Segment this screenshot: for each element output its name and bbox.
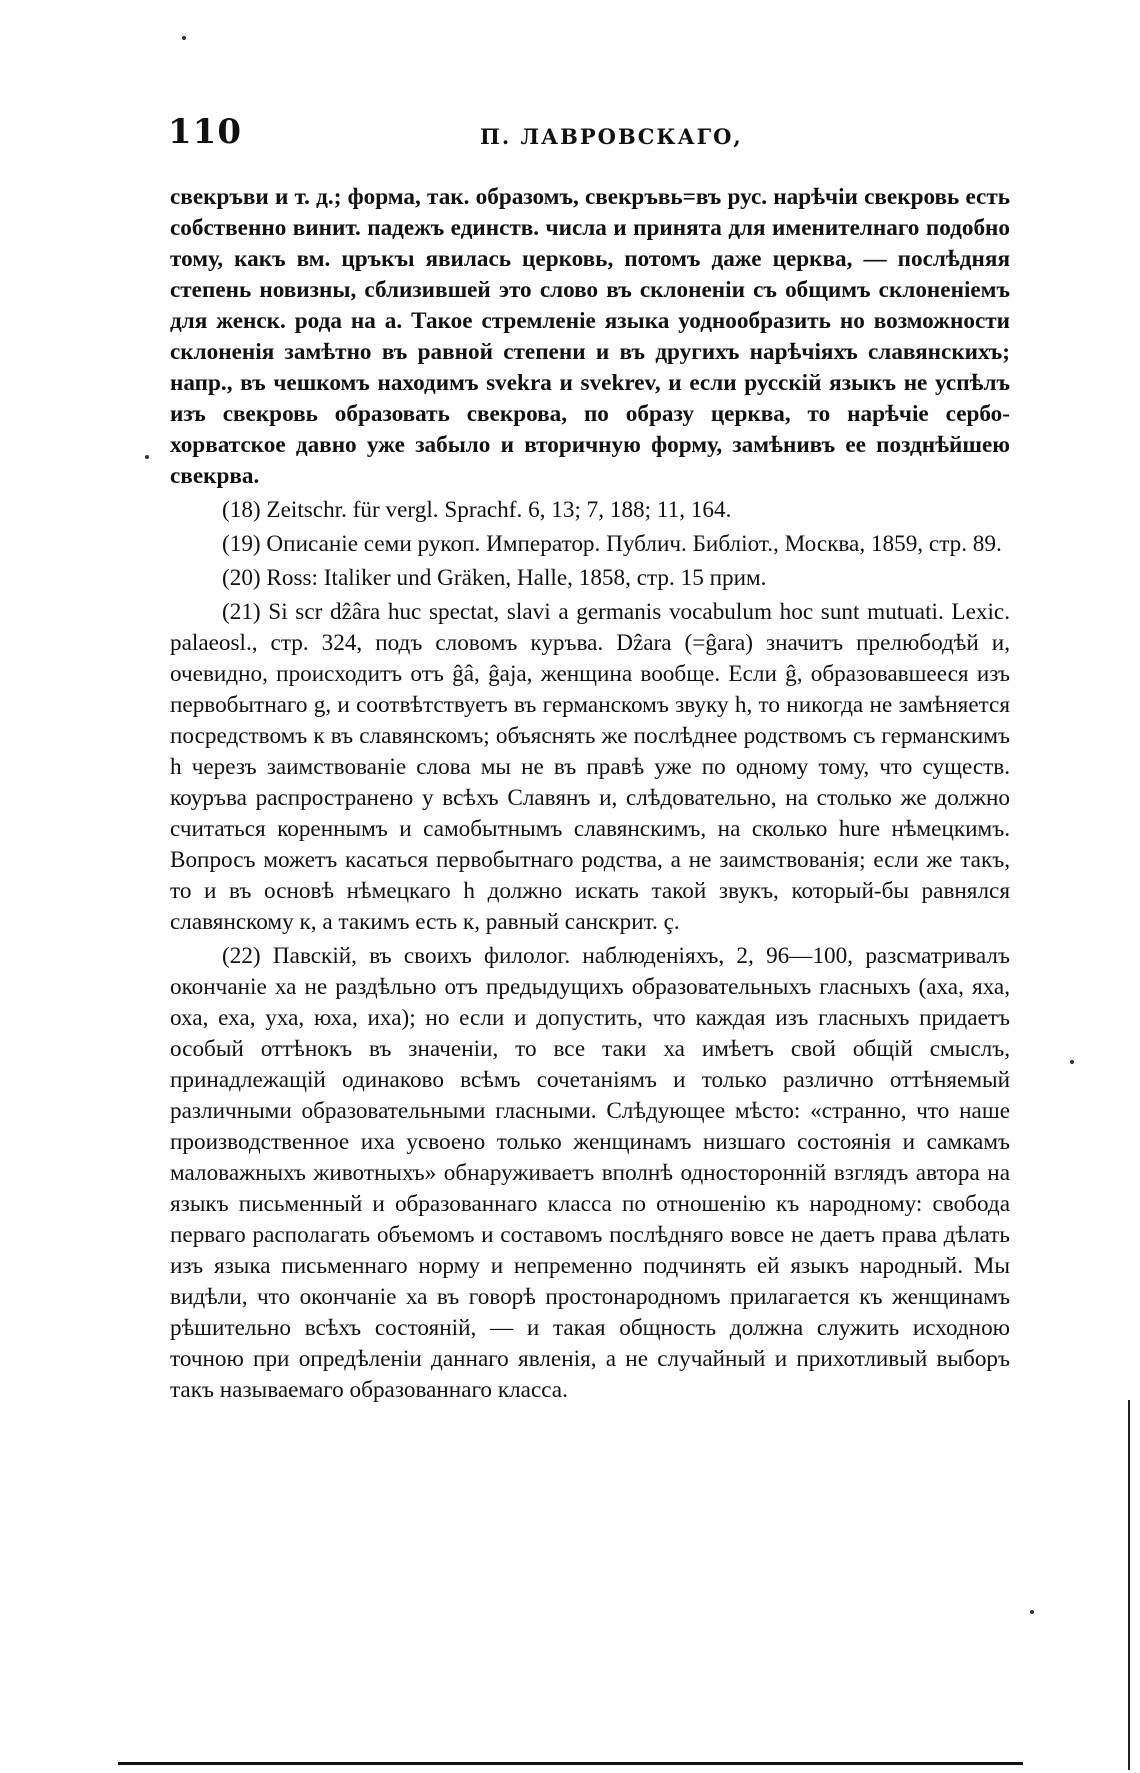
footnote-20: (20) Ross: Italiker und Gräken, Halle, 1858, стр. 15 прим. (222, 565, 767, 591)
scan-speck (1030, 1610, 1034, 1614)
scan-speck (1070, 1060, 1074, 1064)
page-text (170, 182, 1010, 1406)
bottom-rule (118, 1762, 1023, 1765)
footnote-19: (19) Описаніе семи рукоп. Император. Публич. Библіот., Москва, 1859, стр. 89. (222, 531, 1002, 557)
footnote-18: (18) Zeitschr. für vergl. Sprachf. 6, 13; 7, 188; 11, 164. (222, 497, 732, 523)
footnote-21: (21) Si scr dẑâra huc spectat, slavi a germanis vocabulum hoc sunt mutuati. Lexic. palaeosl., стр. 324, подъ словомъ куръва. Dẑara (=ĝara) значитъ прелюбодѣй и, очевидно, происходитъ отъ ĝâ, ĝaja, женщина вообще. Если ĝ, образовавшееся изъ первобытнаго g, и соотвѣтствуетъ въ германскомъ звуку h, то никогда не замѣняется посредствомъ к въ славянскомъ; объяснять же послѣднее родствомъ съ германскимъ h черезъ заимствованіе слова мы не въ правѣ уже по одному тому, что существ. коуръва распространено у всѣхъ Славянъ и, слѣдовательно, на столько же должно считаться кореннымъ и самобытнымъ славянскимъ, на сколько hure нѣмецкимъ. Вопросъ можетъ касаться первобытнаго родства, а не заимствованія; если же такъ, то и въ основѣ нѣмецкаго h должно искать такой звукъ, который-бы равнялся славянскому к, а такимъ есть к, равный санскрит. ç. (170, 599, 1010, 935)
page-number: 110 (168, 112, 242, 152)
scan-speck (145, 455, 149, 459)
scan-speck (182, 36, 186, 40)
running-head: П. ЛАВРОВСКАГО, (480, 124, 743, 149)
page-edge-line (1128, 1400, 1130, 1770)
footnote-22: (22) Павскій, въ своихъ филолог. наблюденіяхъ, 2, 96—100, разсматривалъ окончаніе ха не раздѣльно отъ предыдущихъ образовательныхъ гласныхъ (аха, яха, оха, еха, уха, юха, иха); но если и допустить, что каждая изъ гласныхъ придаетъ особый оттѣнокъ въ значеніи, то все таки ха имѣетъ свой общій смыслъ, принадлежащій одинаково всѣмъ сочетаніямъ и только различно оттѣняемый различными образовательными гласными. Слѣдующее мѣсто: «странно, что наше производственное иха усвоено только женщинамъ низшаго состоянія и самкамъ маловажныхъ животныхъ» обнаруживаетъ вполнѣ односторонній взглядъ автора на языкъ письменный и образованнаго класса по отношенію къ народному: свобода перваго располагать объемомъ и составомъ послѣдняго вовсе не даетъ права дѣлать изъ языка письменнаго норму и непременно подчинять ей языкъ народный. Мы видѣли, что окончаніе ха въ говорѣ простонародномъ прилагается къ женщинамъ рѣшительно всѣхъ состояній, — и такая общность должна служить исходною точною при опредѣленіи даннаго явленія, а не случайный и прихотливый выборъ такъ называемаго образованнаго класса. (170, 943, 1010, 1403)
paragraph-continued: свекръви и т. д.; форма, так. образомъ, свекръвь=въ рус. нарѣчіи свекровь есть собственно винит. падежъ единств. числа и принята для именителнаго подобно тому, какъ вм. цръкъı явилась церковь, потомъ даже церква, — послѣдняя степень новизны, сблизившей это слово въ склоненіи съ общимъ склоненіемъ для женск. рода на а. Такое стремленіе языка уоднообразить но возможности склоненія замѣтно въ равной степени и въ другихъ нарѣчіяхъ славянскихъ; напр., въ чешкомъ находимъ svekra и svekrev, и если русскій языкъ не успѣлъ изъ свекровь образовать свекрова, по образу церква, то нарѣчіе сербо-хорватское давно уже забыло и вторичную форму, замѣнивъ ее позднѣйшею свекрва. (170, 184, 1010, 489)
